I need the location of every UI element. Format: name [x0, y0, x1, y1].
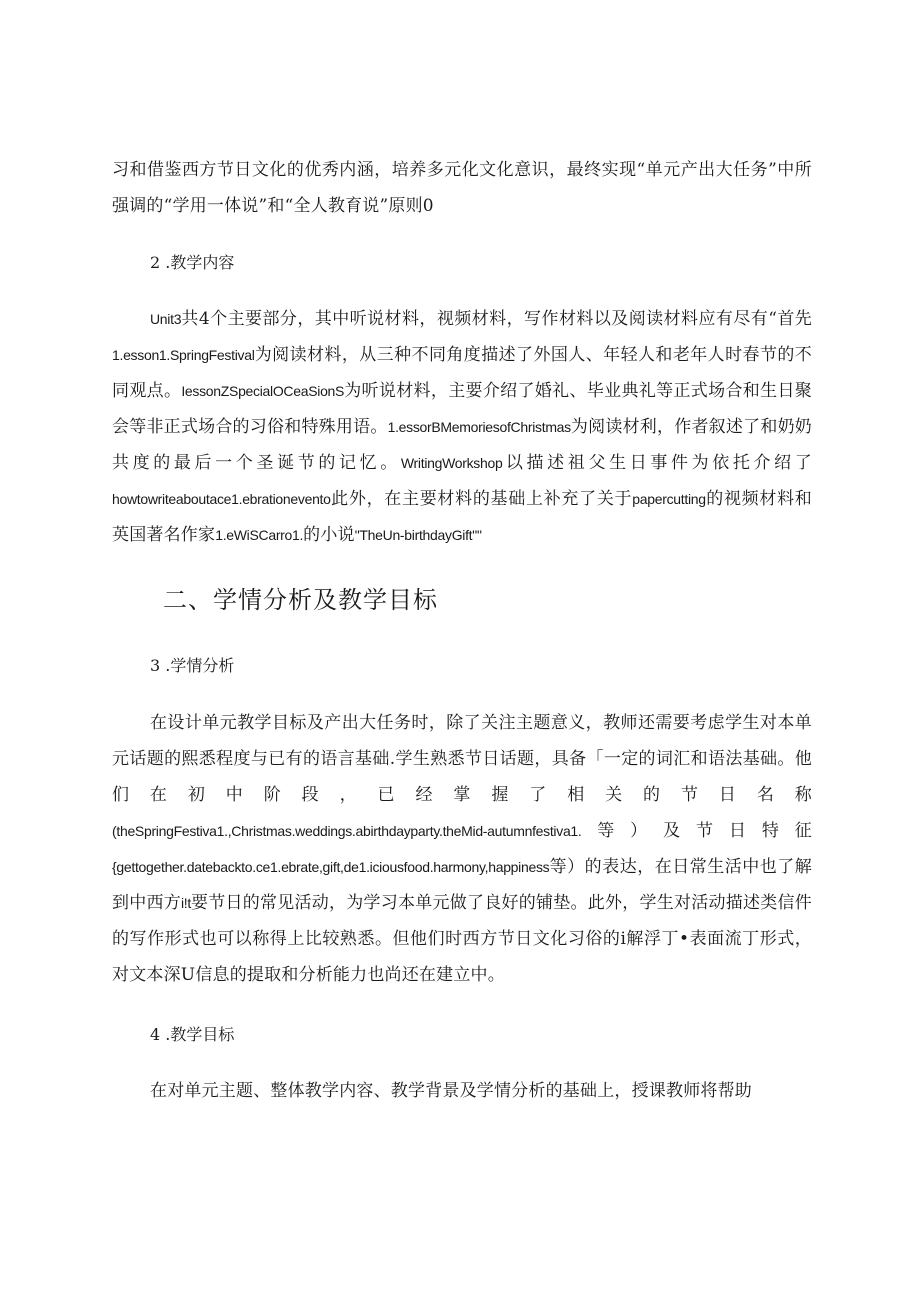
content-text-7: 的视频材料和英国著名作家: [112, 489, 813, 545]
heading-teaching-goals: 4 .教学目标: [150, 1025, 235, 1044]
lesson3-title: 1.essorBMemoriesofChristmas: [387, 419, 571, 435]
heading-student-analysis: 3 .学情分析: [150, 656, 235, 675]
analysis-text-4: 要节日的常见活动，为学习本单元做了良好的铺垫。此外，学生对活动描述类信件的写作形式也可以称得上比较熟悉。但他们时西方节日文化习俗的: [112, 893, 812, 949]
section-heading-analysis-goals: 二、学情分析及教学目标: [163, 586, 438, 614]
heading-teaching-content: 2 .教学内容: [150, 253, 235, 272]
papercutting-term: papercutting: [632, 491, 706, 507]
author-name: 1.eWiSCarro1.: [215, 527, 304, 543]
festival-names-list: (theSpringFestiva1.,Christmas.weddings.abirthdayparty.theMid-autumnfestiva1.: [112, 823, 582, 839]
lesson1-title: 1.esson1.SpringFestival: [112, 347, 255, 363]
content-text-3: 为听说材料，主要介绍了婚礼、毕业典礼等正式场合和生日聚会等非正式场合的习俗和特殊用语。: [112, 381, 812, 437]
content-text-8: 的小说: [303, 525, 355, 545]
content-text-2: 为阅读材料，从三种不同角度描述了外国人、年轻人和老年人时春节的不同观点。: [112, 345, 812, 401]
celebration-topic: howtowriteaboutace1.ebrationevento: [112, 491, 331, 507]
content-paragraph: [112, 301, 812, 553]
unit-code: Unit3: [150, 311, 182, 327]
ocr-artifact-1: i!t: [181, 895, 191, 911]
analysis-text-5: 解浮丁•表面流丁形式，对文本深U信息的提取和分析能力也尚还在建立中。: [112, 929, 812, 985]
analysis-text-1: 在设计单元教学目标及产出大任务时，除了关注主题意义，教师还需要考虑学生对本单元话题的熙悉程度与已有的语言基础.学生熟悉节日话题，具备「一定的词汇和语法基础。他们在初中阶段，已经掌握了相关的节日名称: [112, 713, 812, 805]
analysis-paragraph: [112, 705, 812, 993]
writing-workshop-title: WritingWorkshop: [400, 455, 503, 471]
analysis-text-3: 等）的表达，在日常生活中也了解到中西方: [112, 857, 812, 913]
lesson2-title: IessonZSpecialOCeaSionS: [181, 383, 345, 399]
ocr-artifact-2: i: [620, 929, 627, 949]
content-text-6: 此外，在主要材料的基础上补充了关于: [330, 489, 633, 509]
goals-paragraph: 在对单元主题、整体教学内容、教学背景及学情分析的基础上，授课教师将帮助: [150, 1081, 752, 1101]
novel-title: "TheUn-birthdayGift"": [354, 527, 482, 543]
content-text-4: 为阅读材利，作者叙述了和奶奶共度的最后一个圣诞节的记忆。: [112, 417, 812, 473]
festival-features-list: {gettogether.datebackto.ce1.ebrate,gift,de1.iciousfood.harmony,happiness: [112, 859, 550, 875]
content-text-5: 以描述祖父生日事件为依托介绍了: [502, 453, 812, 473]
intro-continuation-paragraph: 习和借鉴西方节日文化的优秀内涵，培养多元化文化意识，最终实现“单元产出大任务”中所强调的“学用一体说”和“全人教育说”原则0: [112, 160, 812, 216]
analysis-text-2: 等）及节日特征: [581, 821, 812, 841]
content-text-1: 共4个主要部分，其中听说材料，视频材料，写作材料以及阅读材料应有尽有“首先: [181, 309, 812, 329]
